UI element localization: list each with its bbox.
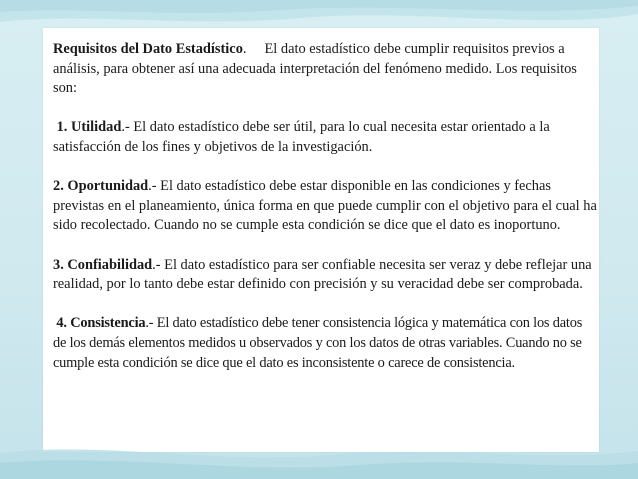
requirement-name: Oportunidad — [67, 178, 149, 195]
requirement-text: .- El dato estadístico debe estar disponible en las condiciones y fechas previstas en el planeamiento, única forma en que puede cumplir con el objetivo para el cual ha sido recolectado. Cuando no se cumple esta condición se dice que el dato es inoportuno. — [53, 178, 597, 234]
requirement-utilidad — [53, 118, 598, 157]
intro-paragraph — [53, 40, 598, 99]
requirement-name: Consistencia — [70, 315, 146, 332]
requirement-number: 4. — [53, 315, 71, 332]
requirement-text: .- El dato estadístico para ser confiable necesita ser veraz y debe reflejar una realidad, por lo tanto debe estar definido con precisión y su veracidad debe ser comprobada. — [53, 256, 592, 293]
requirement-number: 3. — [53, 256, 68, 273]
requirement-confiabilidad — [53, 256, 598, 295]
intro-text: El dato estadístico debe cumplir requisitos previos a análisis, para obtener así una adecuada interpretación del fenómeno medido. Los requisitos son: — [53, 41, 577, 97]
requirement-name: Confiabilidad — [67, 256, 153, 273]
intro-title: Requisitos del Dato Estadístico — [53, 41, 243, 57]
requirement-consistencia — [53, 314, 598, 373]
slide-content — [53, 40, 598, 393]
requirement-name: Utilidad — [71, 119, 122, 136]
requirement-number: 1. — [53, 119, 71, 136]
requirement-number: 2. — [53, 178, 68, 195]
requirement-text: .- El dato estadístico debe tener consistencia lógica y matemática con los datos de los demás elementos medidos u observados y con los datos de otras variables. Cuando no se cumple esta condición se dice que el dato es inconsistente o carece de consistencia. — [53, 315, 583, 371]
bottom-wave-decoration — [0, 435, 638, 479]
requirement-oportunidad — [53, 177, 598, 236]
intro-separator: . — [242, 41, 265, 57]
requirement-text: .- El dato estadístico debe ser útil, para lo cual necesita estar orientado a la satisfacción de los fines y objetivos de la investigación. — [53, 119, 550, 155]
